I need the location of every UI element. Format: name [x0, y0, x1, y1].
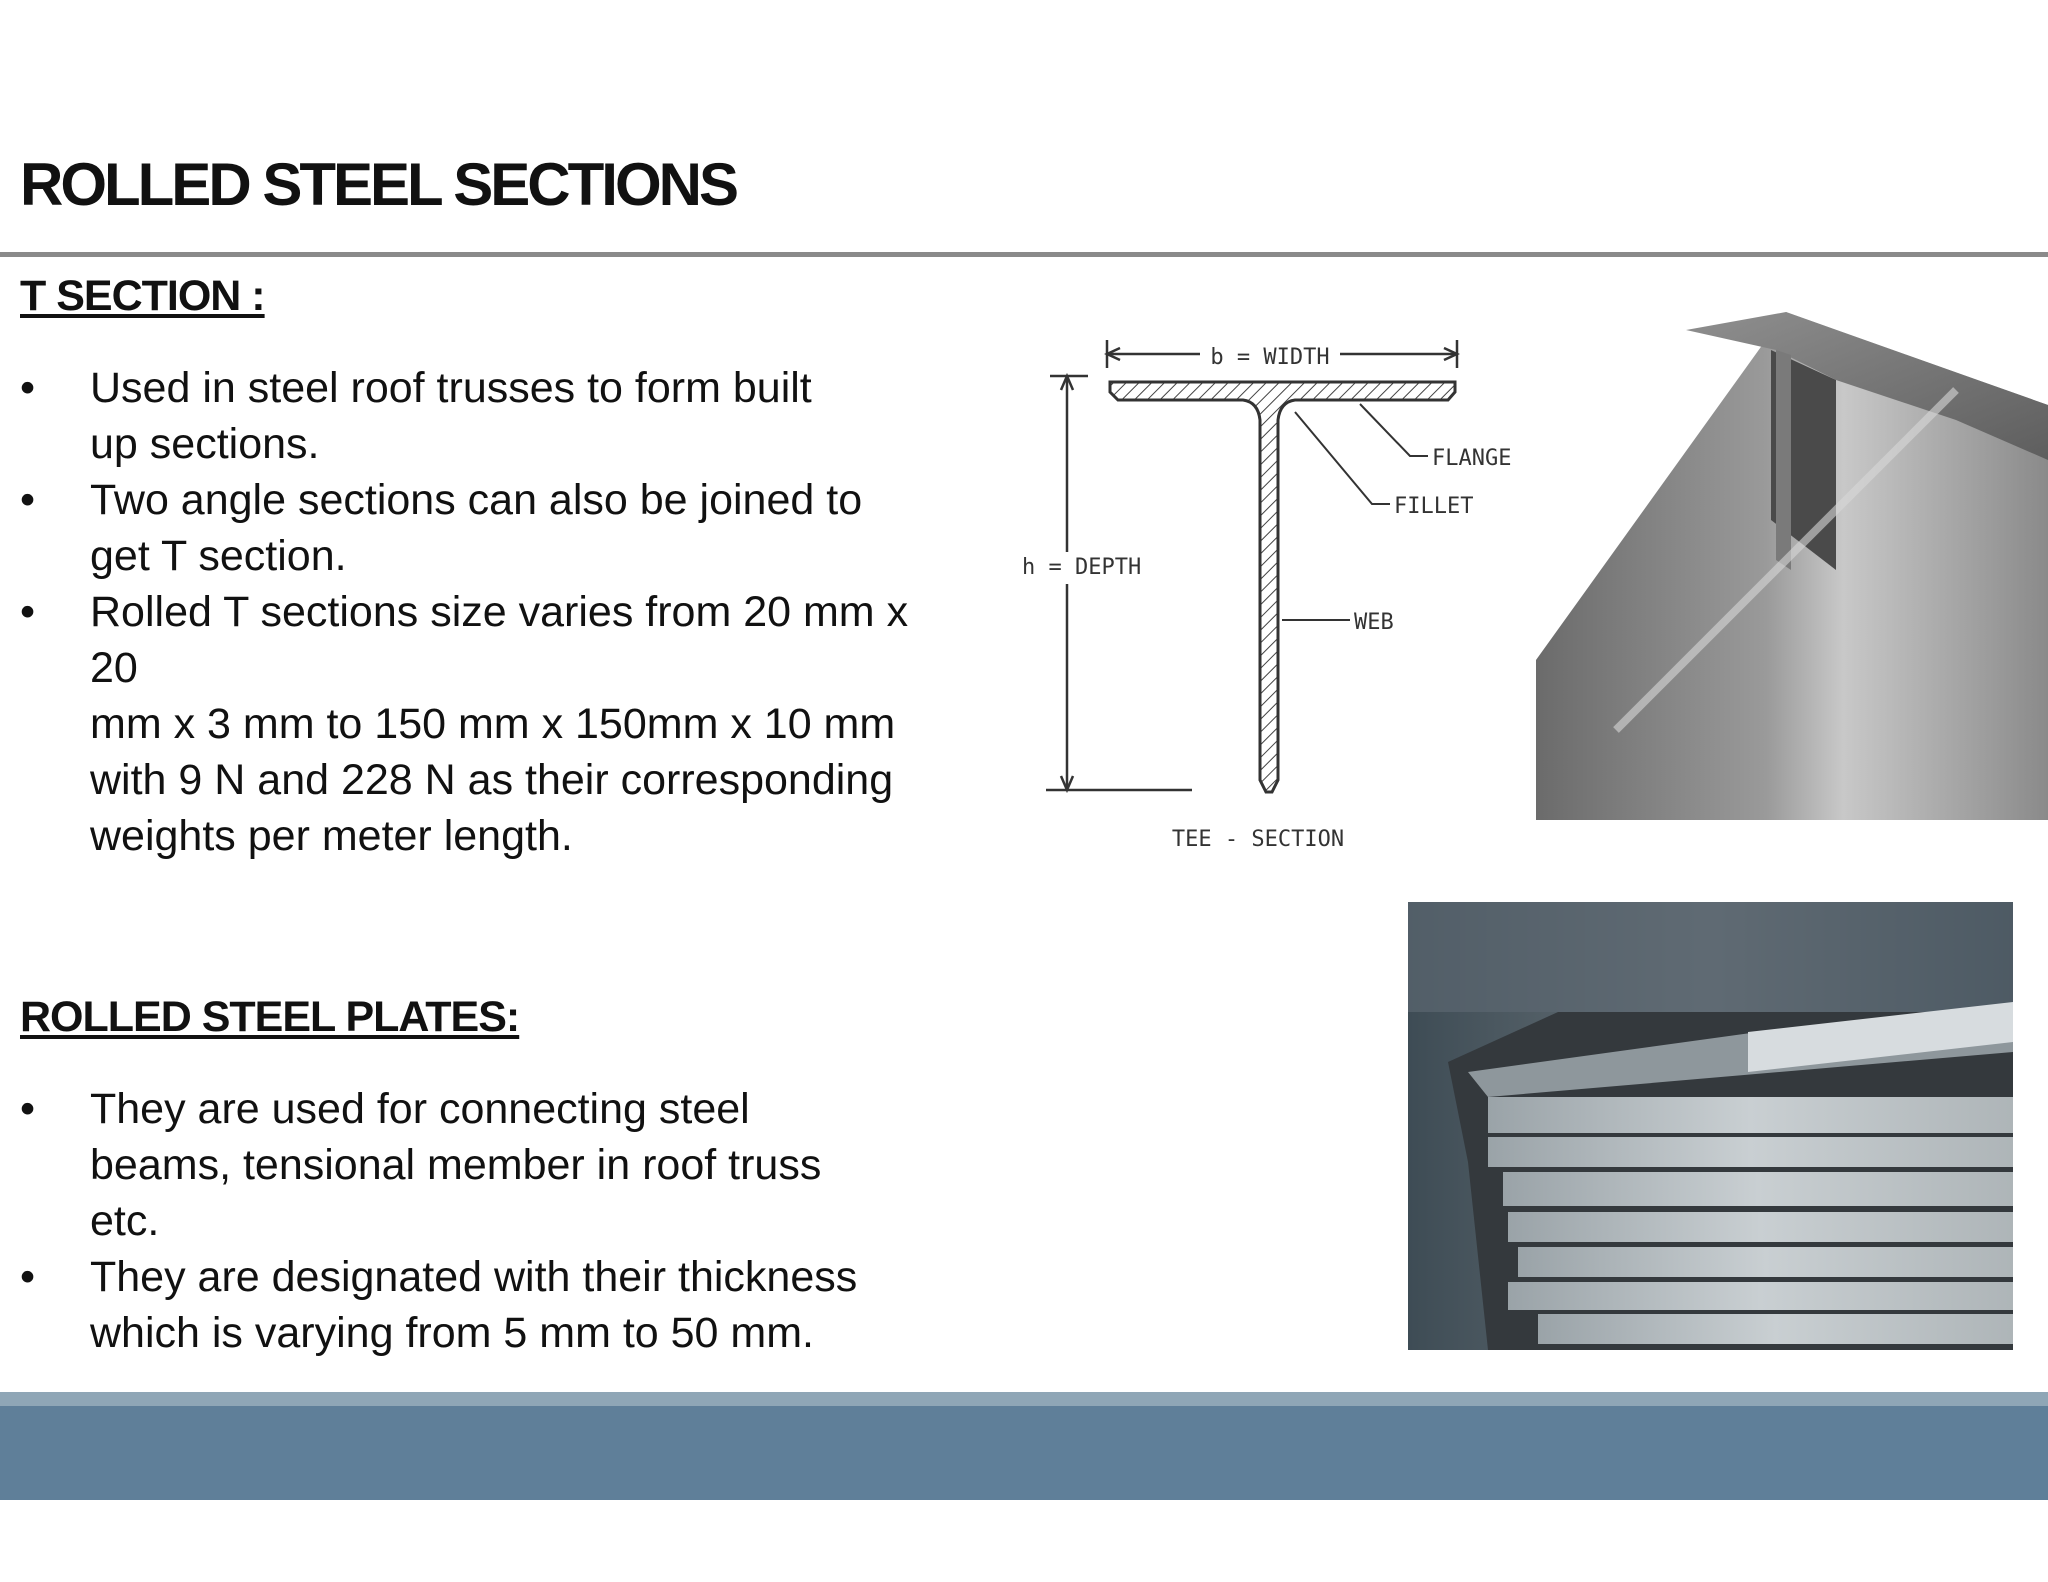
bullet-icon: • [20, 1085, 36, 1133]
list-item [20, 584, 1000, 864]
web-label: WEB [1354, 610, 1394, 635]
fillet-label: FILLET [1394, 494, 1474, 519]
steel-plates-photo [1408, 902, 2013, 1350]
list-item [20, 1081, 1000, 1249]
title-divider [0, 252, 2048, 257]
bullet-icon: • [20, 476, 36, 524]
tee-section-shape [1110, 382, 1455, 792]
bullet-icon: • [20, 364, 36, 412]
width-label: b = WIDTH [1210, 345, 1330, 370]
diagram-caption: TEE - SECTION [1171, 827, 1345, 852]
list-item [20, 1249, 1000, 1361]
flange-label: FLANGE [1432, 446, 1512, 471]
footer-band [0, 1406, 2048, 1500]
footer-band-light [0, 1392, 2048, 1406]
tee-section-diagram [1010, 320, 1550, 880]
bullet-text: Two angle sections can also be joined to get T section. [90, 476, 863, 580]
bullet-icon: • [20, 588, 36, 636]
depth-label: h = DEPTH [1022, 555, 1142, 580]
bullet-text: Used in steel roof trusses to form built up sections. [90, 364, 812, 468]
list-item [20, 472, 1000, 584]
bullet-text: They are designated with their thickness which is varying from 5 mm to 50 mm. [90, 1253, 858, 1357]
t-section-bullet-list [20, 360, 1000, 864]
t-section-heading: T SECTION : [20, 272, 265, 320]
depth-dimension [1046, 376, 1192, 790]
plates-heading: ROLLED STEEL PLATES: [20, 993, 520, 1041]
plates-bullet-list [20, 1081, 1000, 1361]
bullet-icon: • [20, 1253, 36, 1301]
slide-title: ROLLED STEEL SECTIONS [20, 151, 736, 218]
bullet-text: They are used for connecting steel beams, tensional member in roof truss etc. [90, 1085, 822, 1245]
tee-section-photo [1536, 310, 2048, 820]
bullet-text: Rolled T sections size varies from 20 mm x 20 mm x 3 mm to 150 mm x 150mm x 10 mm with 9 N and 228 N as their corresponding weights per meter length. [90, 588, 909, 860]
list-item [20, 360, 1000, 472]
